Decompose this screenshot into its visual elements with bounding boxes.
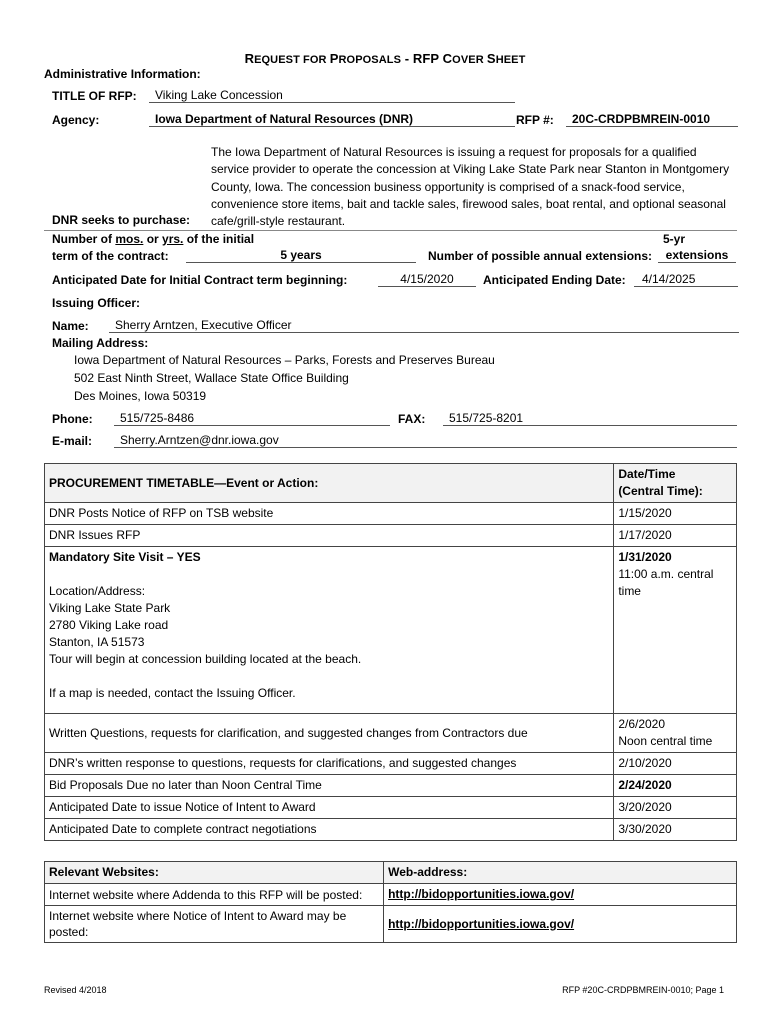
issuing-officer-label: Issuing Officer: bbox=[52, 296, 141, 310]
title-label: TITLE OF RFP: bbox=[52, 89, 137, 103]
extensions-label: Number of possible annual extensions: bbox=[428, 249, 653, 263]
table-row bbox=[45, 884, 737, 906]
address-line-1: Iowa Department of Natural Resources – Parks, Forests and Preserves Bureau bbox=[74, 353, 495, 367]
timetable-header-event: PROCUREMENT TIMETABLE—Event or Action: bbox=[45, 464, 614, 503]
rfp-number-label: RFP #: bbox=[516, 113, 554, 127]
date-cell: 3/30/2020 bbox=[614, 819, 737, 841]
table-row bbox=[45, 797, 737, 819]
address-line-2: 502 East Ninth Street, Wallace State Office Building bbox=[74, 371, 349, 385]
event-cell: DNR’s written response to questions, requests for clarifications, and suggested changes bbox=[45, 753, 614, 775]
timetable-header-row bbox=[45, 464, 737, 503]
extensions-value-b: extensions bbox=[658, 248, 736, 263]
term-label: Number of mos. or yrs. of the initial bbox=[52, 232, 255, 246]
event-cell: DNR Posts Notice of RFP on TSB website bbox=[45, 503, 614, 525]
event-cell: DNR Issues RFP bbox=[45, 525, 614, 547]
procurement-timetable bbox=[44, 463, 737, 841]
end-date-value: 4/14/2025 bbox=[634, 272, 738, 287]
end-date-label: Anticipated Ending Date: bbox=[483, 273, 626, 287]
event-cell: Anticipated Date to issue Notice of Intent to Award bbox=[45, 797, 614, 819]
purchase-label: DNR seeks to purchase: bbox=[52, 213, 191, 227]
site-visit-row bbox=[45, 547, 737, 714]
address-line-3: Des Moines, Iowa 50319 bbox=[74, 389, 207, 403]
name-value: Sherry Arntzen, Executive Officer bbox=[109, 318, 739, 333]
start-date-value: 4/15/2020 bbox=[378, 272, 476, 287]
name-label: Name: bbox=[52, 319, 89, 333]
start-date-label: Anticipated Date for Initial Contract term beginning: bbox=[52, 273, 348, 287]
rfp-number-value: 20C-CRDPBMREIN-0010 bbox=[566, 112, 738, 127]
purchase-description: The Iowa Department of Natural Resources is issuing a request for proposals for a qualified service provider to operate the concession at Viking Lake State Park near Stanton in Montgomery County, Iowa. The concession business opportunity is comprised of a snack-food service, convenience store items, bait and tackle sales, firewood sales, boat rental, and optional seasonal cafe/grill-style restaurant. bbox=[211, 145, 730, 229]
term-label-2: term of the contract: bbox=[52, 249, 169, 263]
websites-header-label: Relevant Websites: bbox=[45, 862, 384, 884]
footer-revised: Revised 4/2018 bbox=[44, 985, 107, 995]
date-cell: 3/20/2020 bbox=[614, 797, 737, 819]
email-label: E-mail: bbox=[52, 434, 93, 448]
footer-page-number: RFP #20C-CRDPBMREIN-0010; Page 1 bbox=[562, 985, 724, 995]
website-link[interactable]: http://bidopportunities.iowa.gov/ bbox=[384, 906, 737, 943]
admin-section-label: Administrative Information: bbox=[44, 67, 201, 81]
term-value: 5 years bbox=[186, 248, 416, 263]
event-cell: Written Questions, requests for clarification, and suggested changes from Contractors due bbox=[45, 714, 614, 753]
divider bbox=[44, 230, 737, 231]
agency-label: Agency: bbox=[52, 113, 100, 127]
websites-table bbox=[44, 861, 737, 943]
phone-value: 515/725-8486 bbox=[114, 411, 390, 426]
mailing-address-label: Mailing Address: bbox=[52, 336, 149, 350]
event-cell: Bid Proposals Due no later than Noon Central Time bbox=[45, 775, 614, 797]
table-row bbox=[45, 525, 737, 547]
date-cell: 2/10/2020 bbox=[614, 753, 737, 775]
event-cell: Anticipated Date to complete contract negotiations bbox=[45, 819, 614, 841]
extensions-value-a: 5-yr bbox=[663, 232, 686, 246]
websites-header-address: Web-address: bbox=[384, 862, 737, 884]
email-value: Sherry.Arntzen@dnr.iowa.gov bbox=[114, 433, 737, 448]
page-title: REQUEST FOR PROPOSALS - RFP COVER SHEET bbox=[244, 51, 526, 66]
table-row bbox=[45, 753, 737, 775]
site-visit-cell: Mandatory Site Visit – YES Location/Address: Viking Lake State Park 2780 Viking Lake road Stanton, IA 51573 Tour will begin at concession building located at the beach. If a map is needed, contact the Issuing Officer. bbox=[45, 547, 614, 714]
date-cell: 2/24/2020 bbox=[614, 775, 737, 797]
site-visit-date-cell: 1/31/2020 11:00 a.m. central time bbox=[614, 547, 737, 714]
table-row bbox=[45, 503, 737, 525]
table-row bbox=[45, 775, 737, 797]
date-cell: 2/6/2020 Noon central time bbox=[614, 714, 737, 753]
title-value: Viking Lake Concession bbox=[149, 88, 515, 103]
table-row bbox=[45, 714, 737, 753]
websites-header-row bbox=[45, 862, 737, 884]
agency-value: Iowa Department of Natural Resources (DNR) bbox=[149, 112, 515, 127]
fax-label: FAX: bbox=[398, 412, 426, 426]
date-cell: 1/17/2020 bbox=[614, 525, 737, 547]
fax-value: 515/725-8201 bbox=[443, 411, 737, 426]
date-cell: 1/15/2020 bbox=[614, 503, 737, 525]
timetable-header-date: Date/Time (Central Time): bbox=[614, 464, 737, 503]
table-row bbox=[45, 819, 737, 841]
table-row bbox=[45, 906, 737, 943]
website-label: Internet website where Notice of Intent to Award may be posted: bbox=[45, 906, 384, 943]
website-label: Internet website where Addenda to this RFP will be posted: bbox=[45, 884, 384, 906]
website-link[interactable]: http://bidopportunities.iowa.gov/ bbox=[384, 884, 737, 906]
phone-label: Phone: bbox=[52, 412, 93, 426]
